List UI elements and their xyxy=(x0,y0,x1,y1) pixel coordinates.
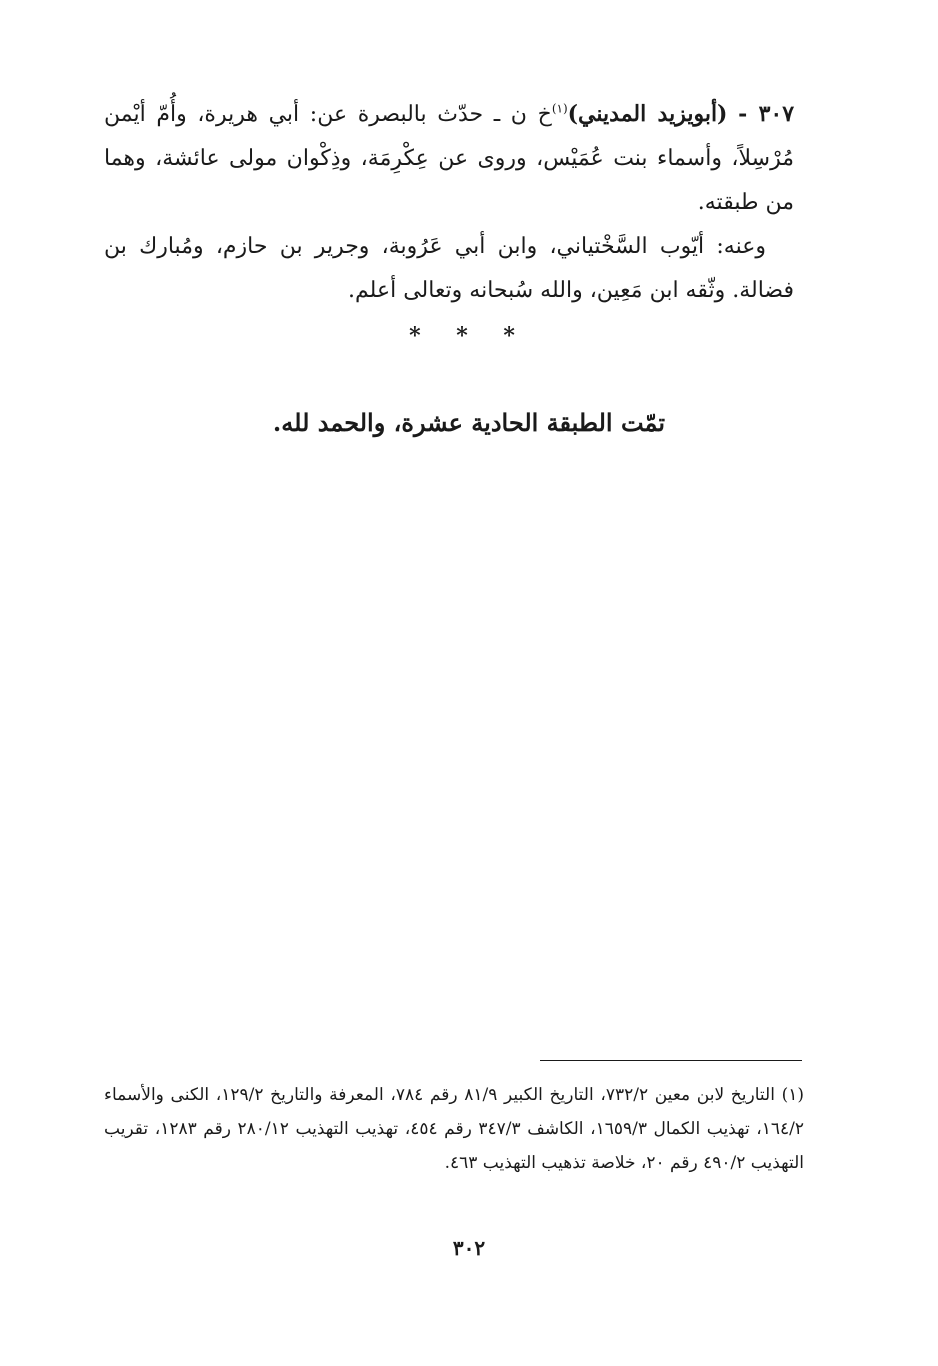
entry-text: خ ن ـ حدّث بالبصرة عن: أبي هريرة، وأُمّ أيْمن مُرْسِلاً، وأسماء بنت عُمَيْس، وروى عن عِكْرِمَة، وذِكْوان مولى عائشة، وهما من طبقته. xyxy=(104,102,794,215)
closing-statement: تمّت الطبقة الحادية عشرة، والحمد لله. xyxy=(272,408,666,437)
main-text xyxy=(104,92,794,313)
page-number: ٣٠٢ xyxy=(452,1236,486,1260)
biography-entry xyxy=(104,92,794,225)
entry-number: ٣٠٧ - xyxy=(738,101,795,127)
students-paragraph: وعنه: أيّوب السَّخْتياني، وابن أبي عَرُوبة، وجرير بن حازم، ومُبارك بن فضالة. وثّقه ابن مَعِين، والله سُبحانه وتعالى أعلم. xyxy=(104,234,794,303)
entry-name: (أبويزيد المديني) xyxy=(567,101,728,127)
section-separator: * * * xyxy=(409,323,529,349)
footnote-divider xyxy=(540,1060,802,1061)
footnote: (١) التاريخ لابن معين ٧٣٢/٢، التاريخ الكبير ٨١/٩ رقم ٧٨٤، المعرفة والتاريخ ١٢٩/٢، الكنى والأسماء ١٦٤/٢، تهذيب الكمال ١٦٥٩/٣، الكاشف ٣٤٧/٣ رقم ٤٥٤، تهذيب التهذيب ٢٨٠/١٢ رقم ١٢٨٣، تقريب التهذيب ٤٩٠/٢ رقم ٢٠، خلاصة تذهيب التهذيب ٤٦٣. xyxy=(104,1085,804,1173)
footnote-reference[interactable]: (١) xyxy=(551,101,568,116)
